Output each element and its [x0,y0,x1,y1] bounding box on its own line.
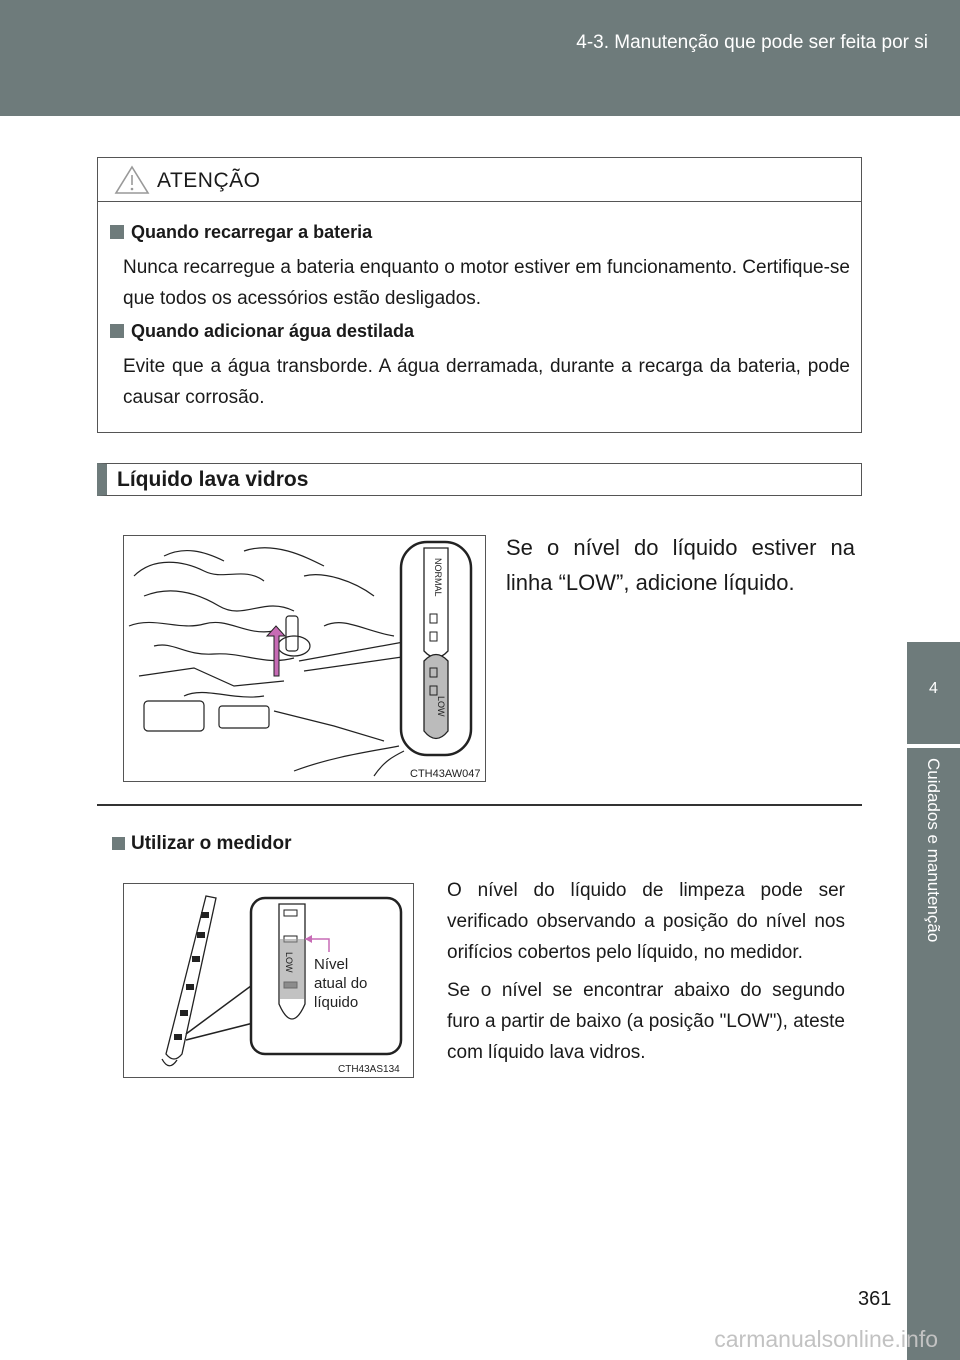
engine-bay-illustration [123,535,486,782]
dipstick-label-low: LOW [284,952,294,973]
header-bar [0,0,960,116]
paragraph: O nível do líquido de limpeza pode ser verificado observando a posição do nível nos orifícios cobertos pelo líquido, no medidor. [447,880,845,963]
callout-line2: atual do [314,975,368,992]
callout-line3: líquido [314,994,359,1011]
warning-title: ATENÇÃO [157,169,261,192]
warning-section-water [110,318,850,413]
subsection-heading-text: Utilizar o medidor [131,833,292,854]
engine-bay-drawing [124,536,486,782]
warning-body: Evite que a água transborde. A água derramada, durante a recarga da bateria, pode causar corrosão. [123,356,850,408]
figure-code: CTH43AW047 [410,768,481,780]
chapter-label-tab[interactable] [907,748,960,1360]
section-title-bar [97,463,862,496]
divider [97,804,862,806]
warning-heading: Quando adicionar água destilada [131,321,415,341]
bullet-square-icon [110,324,124,338]
warning-header [98,158,861,202]
warning-triangle-icon [114,165,150,195]
figure1-text: Se o nível do líquido estiver na linha “LOW”, adicione líquido. [506,535,855,595]
bullet-square-icon [110,225,124,239]
page-number: 361 [858,1288,892,1310]
figure2-text [447,875,845,1068]
watermark: carmanualsonline.info [714,1326,938,1352]
callout-line1: Nível [314,956,349,973]
warning-box [97,157,862,433]
dipstick-drawing [124,884,414,1078]
warning-heading: Quando recarregar a bateria [131,222,373,242]
chapter-number-tab[interactable] [907,642,960,744]
chapter-label: Cuidados e manutenção [924,758,943,943]
dipstick-illustration [123,883,414,1078]
breadcrumb: 4-3. Manutenção que pode ser feita por si [576,32,928,53]
bullet-square-icon [112,837,125,850]
paragraph: Se o nível se encontrar abaixo do segundo furo a partir de baixo (a posição "LOW"), ateste com líquido lava vidros. [447,980,845,1063]
fill-arrow-icon [267,626,285,676]
section-title: Líquido lava vidros [117,468,309,491]
dipstick-label-normal: NORMAL [433,558,443,597]
dipstick-label-low: LOW [436,696,446,717]
warning-body: Nunca recarregue a bateria enquanto o motor estiver em funcionamento. Certifique-se que todos os acessórios estão desligados. [123,257,850,309]
warning-section-battery [110,219,850,314]
subsection-heading [112,833,291,855]
chapter-number: 4 [929,680,938,697]
figure-code: CTH43AS134 [338,1064,400,1075]
